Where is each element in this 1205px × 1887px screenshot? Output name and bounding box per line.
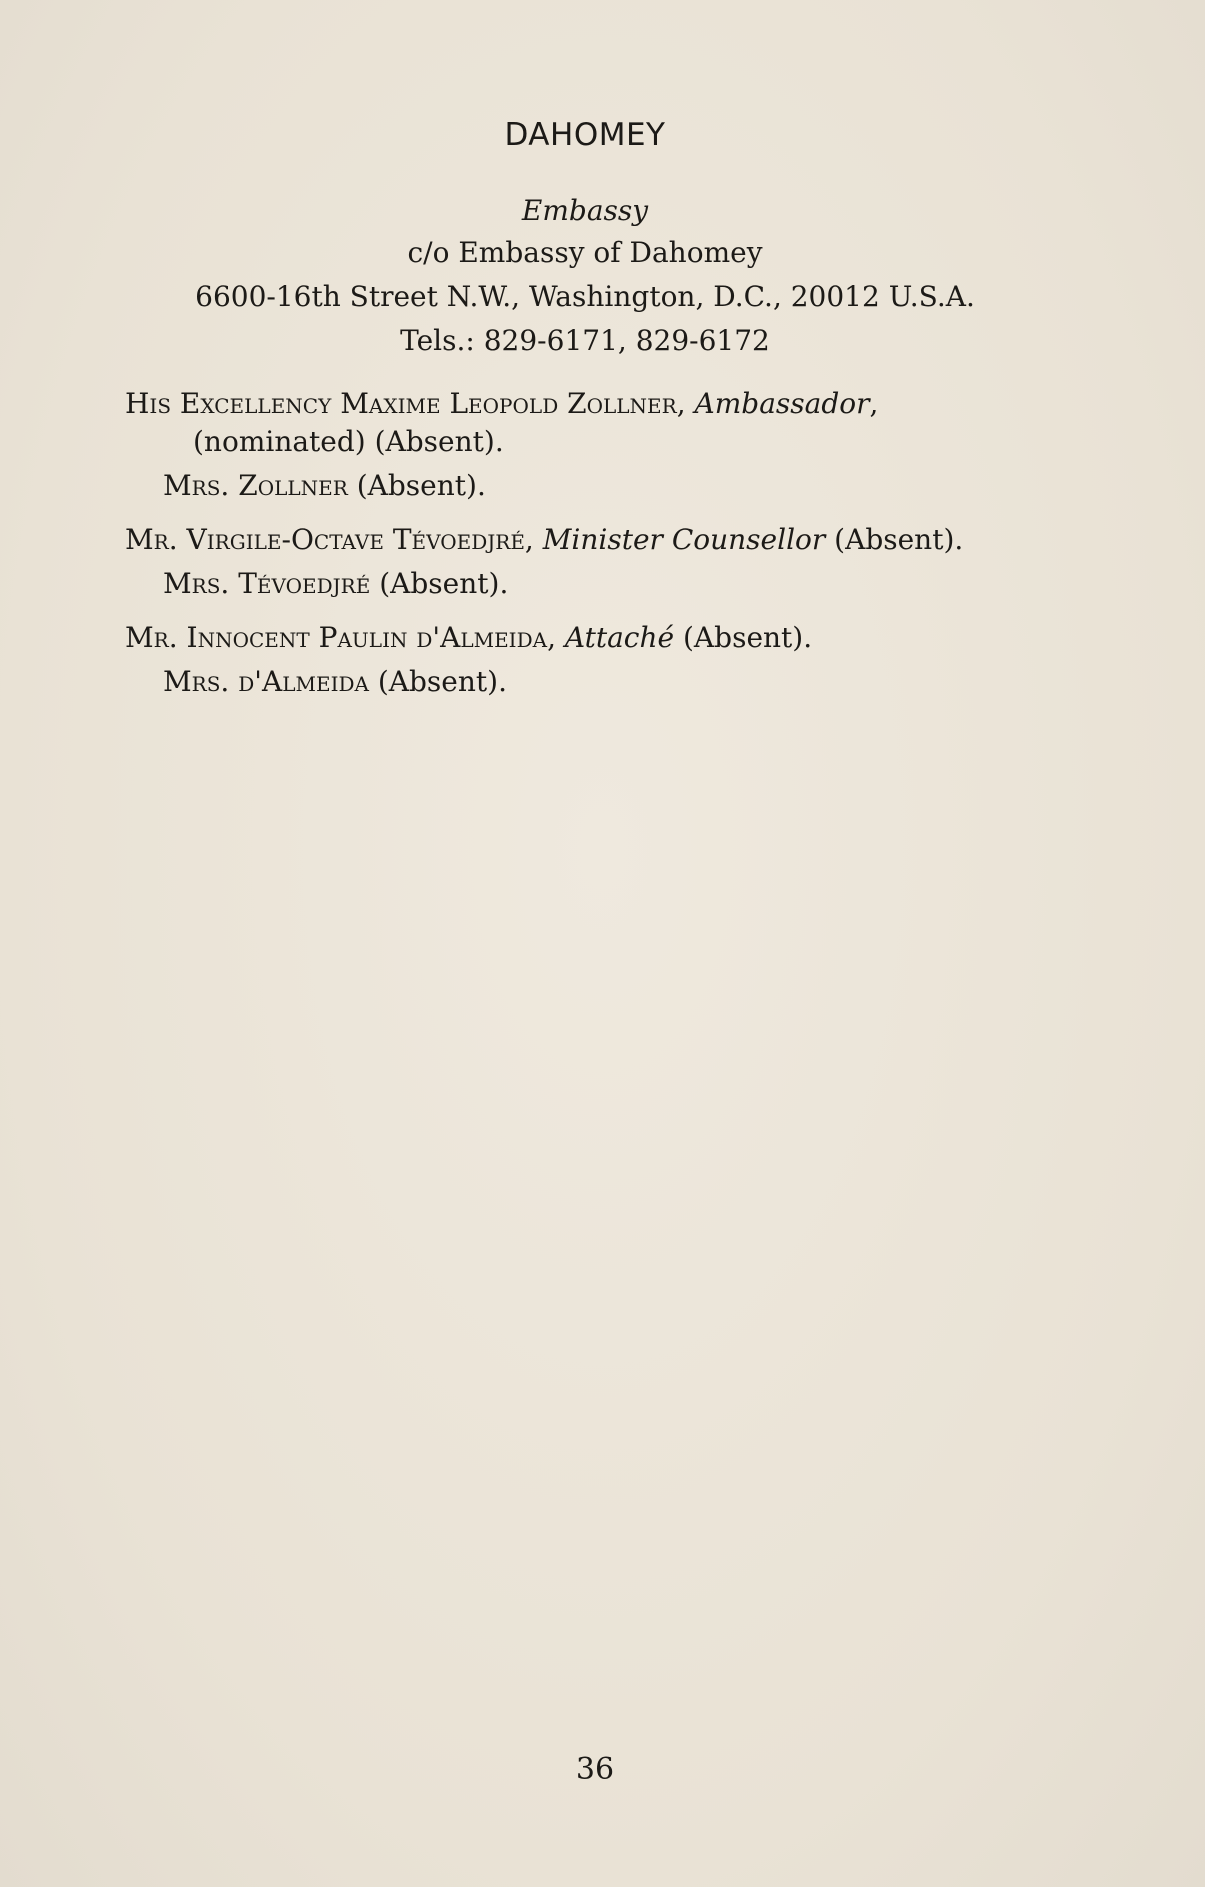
member-name: Maxime Leopold Zollner [340,387,677,420]
page-number: 36 [575,1752,615,1787]
spouse-name: d'Almeida [238,665,369,698]
member-title: His Excellency [125,387,332,420]
staff-entry [125,619,1045,701]
spouse-name: Tévoedjré [238,567,371,600]
spouse-title: Mrs. [163,469,230,502]
address-care-of: c/o Embassy of Dahomey [407,236,763,269]
staff-entry [125,521,1045,603]
member-name: Innocent Paulin d'Almeida [186,621,548,654]
staff-member: Mr. Virgile-Octave Tévoedjré, Minister Counsellor (Absent). [125,523,964,556]
spouse-line [125,565,1045,603]
spouse-line [125,663,1045,701]
staff-member: Mr. Innocent Paulin d'Almeida, Attaché (Absent). [125,621,813,654]
address-block [125,231,1045,363]
address-street: 6600-16th Street N.W., Washington, D.C., 20012 U.S.A. [195,280,975,313]
spouse-note: (Absent). [379,567,509,600]
staff-member: His Excellency Maxime Leopold Zollner, Ambassador, (nominated) (Absent). [125,387,879,458]
spouse-title: Mrs. [163,567,230,600]
section-heading: Embassy [521,194,649,227]
member-note: (Absent). [834,523,964,556]
member-position: Minister Counsellor [542,523,826,556]
spouse-line [125,467,1045,505]
staff-entry [125,385,1045,505]
country-title: DAHOMEY [504,117,666,153]
member-note: (nominated) (Absent). [193,425,504,458]
member-position: Ambassador [694,387,870,420]
member-title: Mr. [125,523,178,556]
spouse-note: (Absent). [377,665,507,698]
member-title: Mr. [125,621,178,654]
member-name: Virgile-Octave Tévoedjré [186,523,525,556]
spouse-note: (Absent). [356,469,486,502]
document-content [125,105,1045,701]
member-note: (Absent). [683,621,813,654]
address-telephones: Tels.: 829-6171, 829-6172 [400,324,770,357]
staff-list [125,385,1045,701]
spouse-title: Mrs. [163,665,230,698]
spouse-name: Zollner [238,469,348,502]
member-position: Attaché [564,621,675,654]
